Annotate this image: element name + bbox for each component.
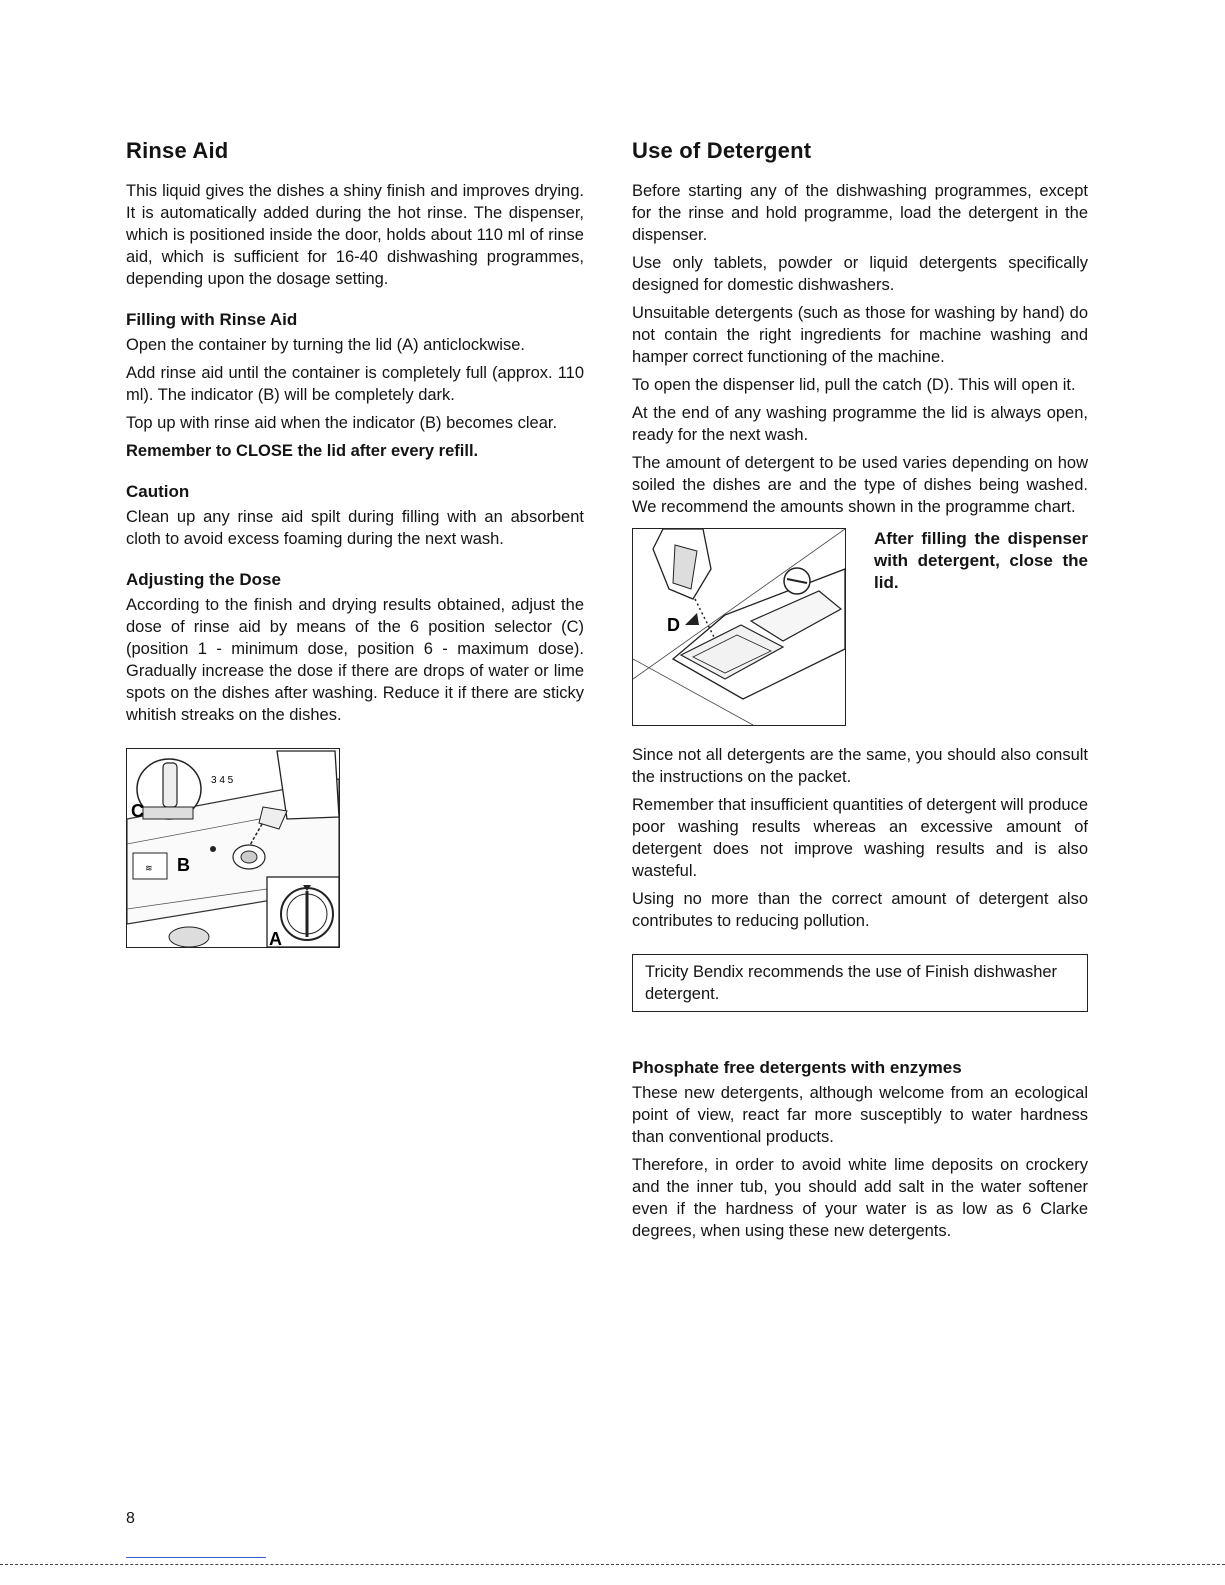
- filling-step-3: Top up with rinse aid when the indicator (B) becomes clear.: [126, 414, 558, 432]
- label-c: C: [131, 801, 144, 821]
- detergent-dispenser-drawing: [633, 529, 845, 725]
- phosphate-para-1: These new detergents, although welcome from an ecological point of view, react far more susceptibly to water hardness than conventional products.: [632, 1084, 1088, 1146]
- rinse-aid-section: [126, 138, 584, 948]
- caution-heading: Caution: [126, 482, 190, 501]
- filling-reminder: Remember to CLOSE the lid after every refill.: [126, 442, 479, 460]
- detergent-dispenser-illustration: [632, 528, 846, 726]
- phosphate-para-2: Therefore, in order to avoid white lime deposits on crockery and the inner tub, you should add salt in the water softener even if the hardness of your water is as low as 6 Clarke degrees, when using these new detergents.: [632, 1156, 1088, 1240]
- rinse-aid-dispenser-illustration: [126, 748, 340, 948]
- filling-heading: Filling with Rinse Aid: [126, 310, 298, 329]
- detergent-para-6: The amount of detergent to be used varies depending on how soiled the dishes are and the type of dishes being washed. We recommend the amounts shown in the programme chart.: [632, 454, 1088, 516]
- scan-artifact-line: [126, 1557, 266, 1558]
- selector-digits: 3 4 5: [211, 775, 234, 786]
- rinse-aid-title: Rinse Aid: [126, 138, 229, 163]
- rinse-aid-dispenser-drawing: [127, 749, 339, 947]
- detergent-para-4: To open the dispenser lid, pull the catch (D). This will open it.: [632, 376, 1076, 394]
- dose-heading: Adjusting the Dose: [126, 570, 281, 589]
- detergent-para-8: Remember that insufficient quantities of detergent will produce poor washing results whereas an excessive amount of detergent does not improve washing results and is also wasteful.: [632, 796, 1088, 880]
- filling-step-2: Add rinse aid until the container is completely full (approx. 110 ml). The indicator (B) will be completely dark.: [126, 364, 584, 404]
- caution-text: Clean up any rinse aid spilt during filling with an absorbent cloth to avoid excess foaming during the next wash.: [126, 508, 584, 548]
- label-a: A: [269, 929, 282, 947]
- detergent-figure-row: [632, 528, 1088, 726]
- rinse-aid-intro: This liquid gives the dishes a shiny finish and improves drying. It is automatically added during the hot rinse. The dispenser, which is positioned inside the door, holds about 110 ml of rinse aid, which is sufficient for 16-40 dishwashing programmes, depending upon the dosage setting.: [126, 182, 584, 288]
- detergent-para-2: Use only tablets, powder or liquid detergents specifically designed for domestic dishwashers.: [632, 254, 1088, 294]
- page-number: 8: [126, 1510, 135, 1527]
- detergent-figure-caption: After filling the dispenser with detergent, close the lid.: [874, 529, 1088, 592]
- dose-text: According to the finish and drying results obtained, adjust the dose of rinse aid by means of the 6 position selector (C) (position 1 - minimum dose, position 6 - maximum dose). Gradually increase the dose if there are drops of water or lime spots on the dishes after washing. Reduce it if there are sticky whitish streaks on the dishes.: [126, 596, 584, 724]
- detergent-para-9: Using no more than the correct amount of detergent also contributes to reducing pollution.: [632, 890, 1088, 930]
- detergent-para-7: Since not all detergents are the same, you should also consult the instructions on the packet.: [632, 746, 1088, 786]
- phosphate-heading: Phosphate free detergents with enzymes: [632, 1058, 962, 1077]
- indicator-icon: ≋: [145, 863, 153, 873]
- detergent-section: [632, 138, 1088, 1248]
- recommendation-box: Tricity Bendix recommends the use of Finish dishwasher detergent.: [632, 954, 1088, 1012]
- detergent-para-1: Before starting any of the dishwashing programmes, except for the rinse and hold programme, load the detergent in the dispenser.: [632, 182, 1088, 244]
- detergent-title: Use of Detergent: [632, 138, 812, 163]
- detergent-para-5: At the end of any washing programme the lid is always open, ready for the next wash.: [632, 404, 1088, 444]
- detergent-para-3: Unsuitable detergents (such as those for washing by hand) do not contain the right ingredients for machine washing and hamper correct functioning of the machine.: [632, 304, 1088, 366]
- bottom-divider: [0, 1564, 1225, 1566]
- label-d: D: [667, 615, 680, 635]
- label-b: B: [177, 855, 190, 875]
- filling-step-1: Open the container by turning the lid (A) anticlockwise.: [126, 336, 525, 354]
